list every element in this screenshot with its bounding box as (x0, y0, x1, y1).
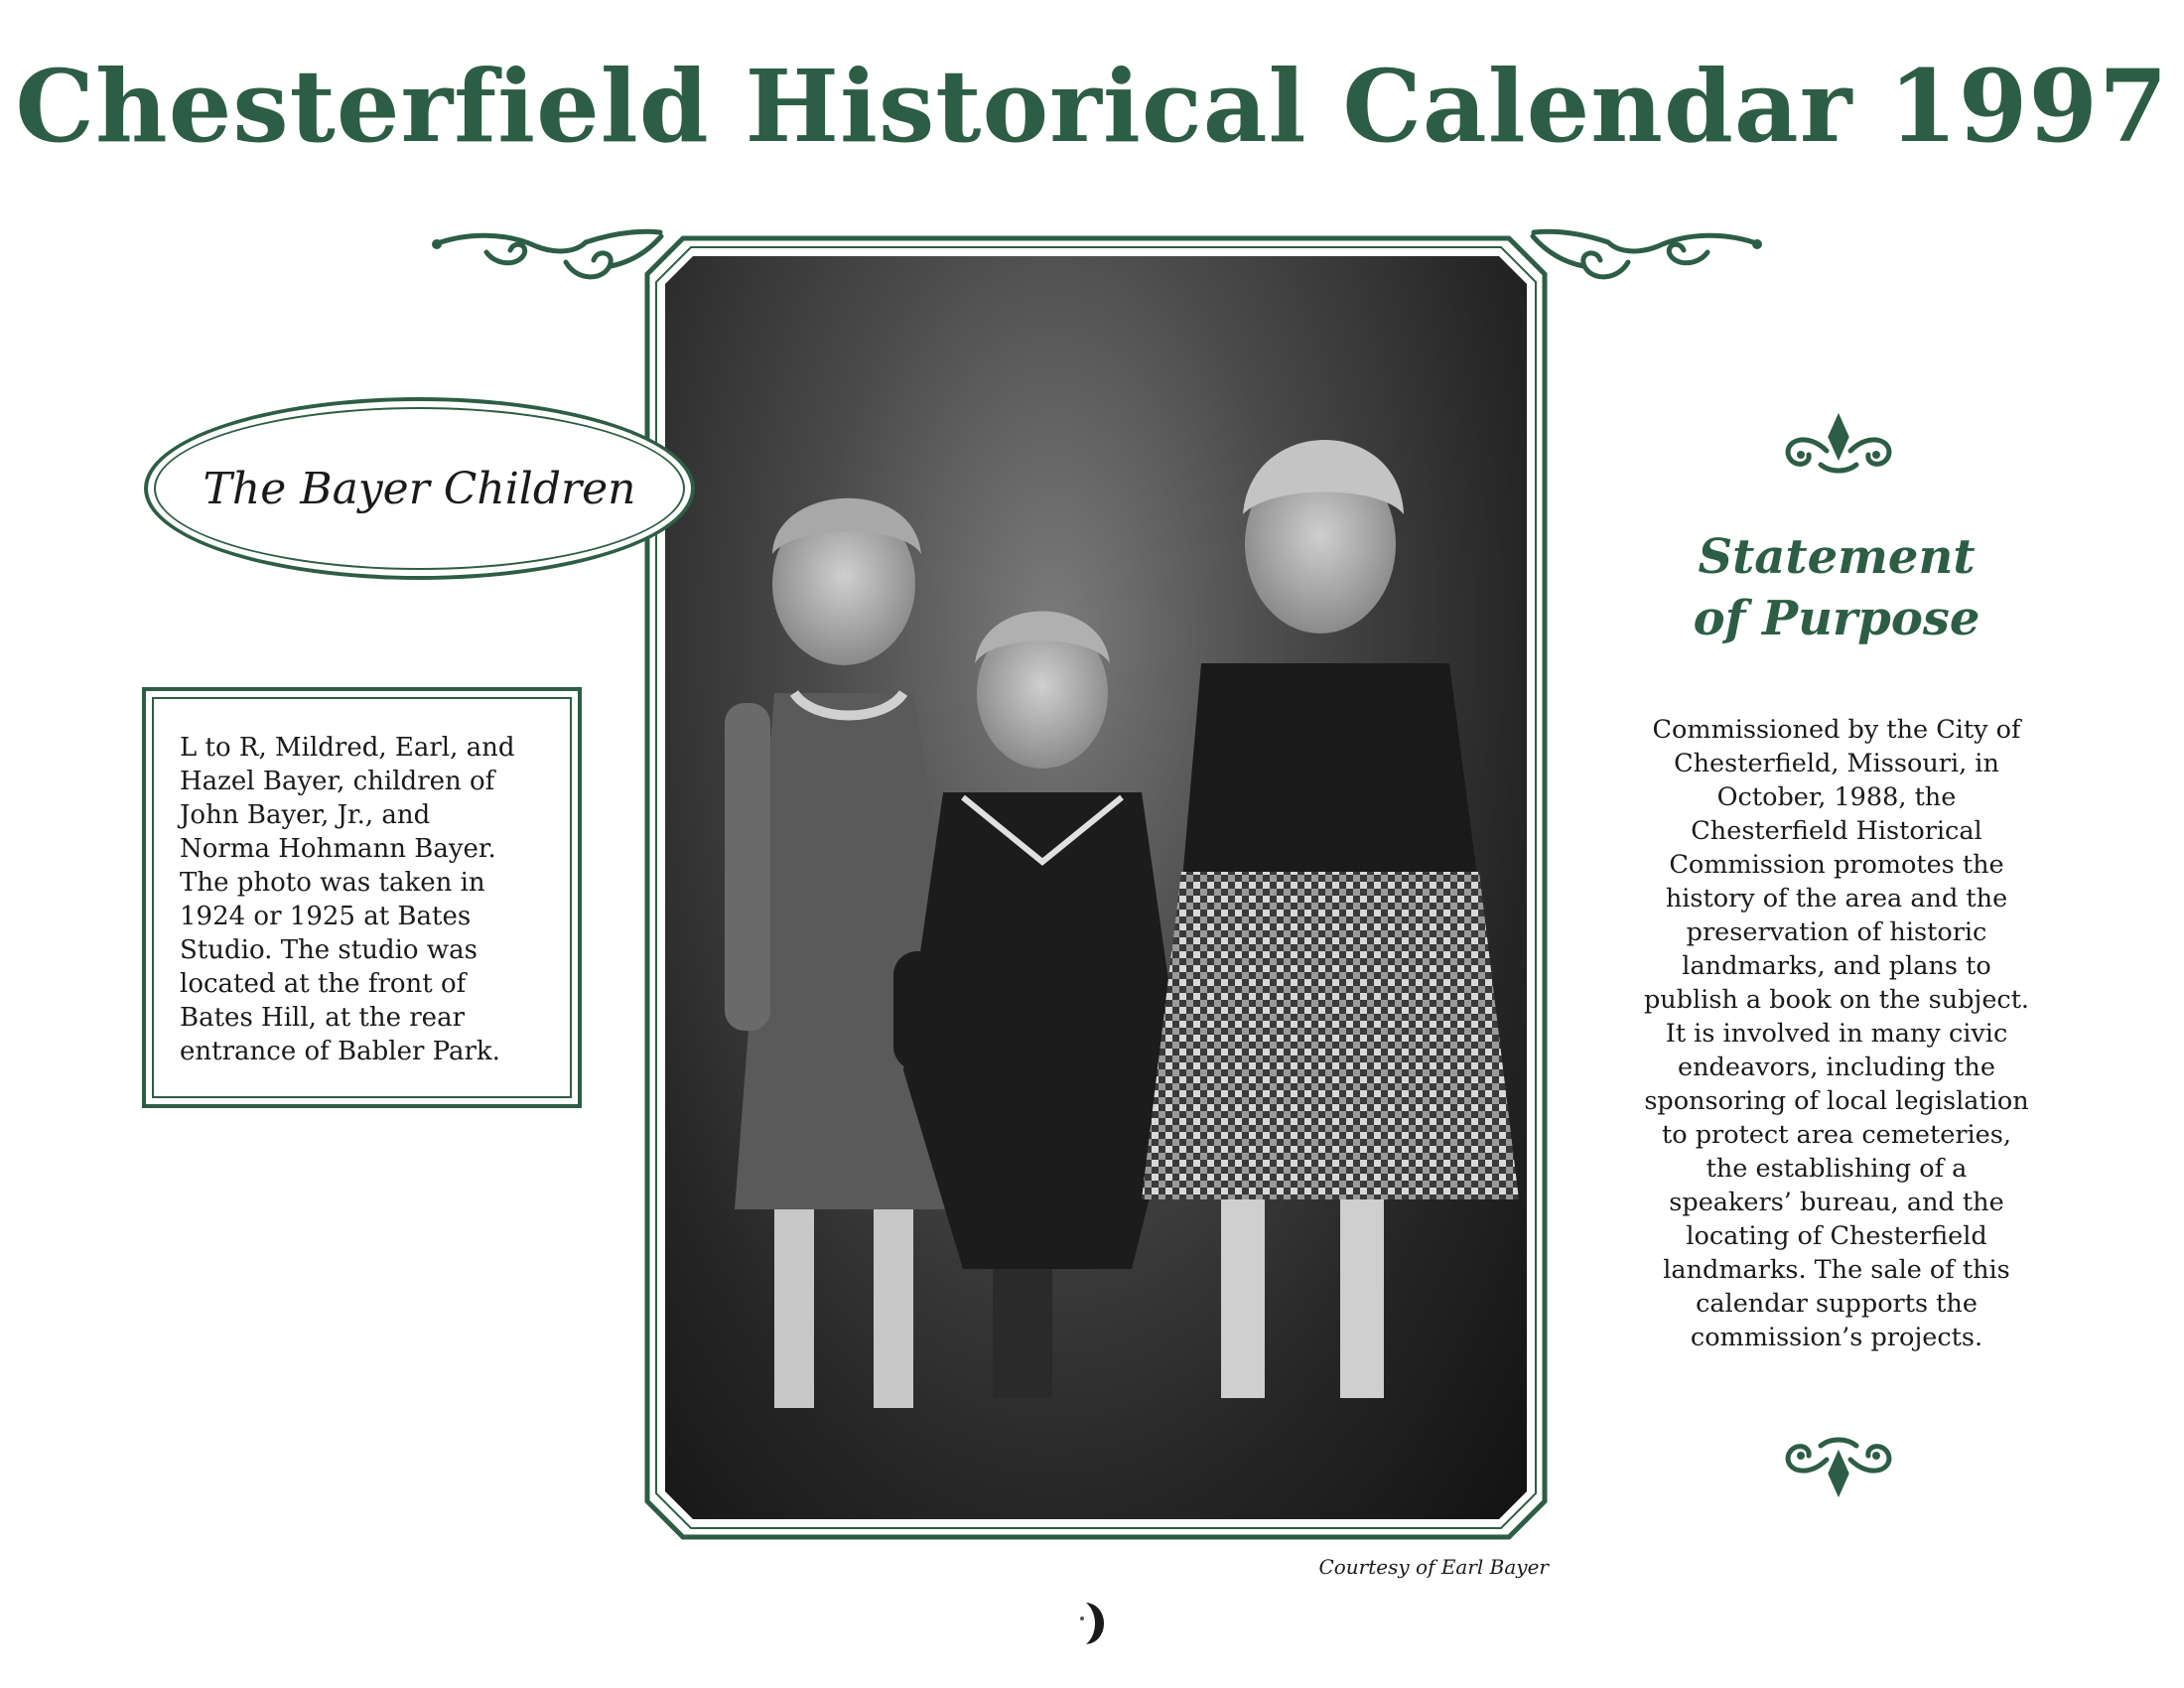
fleuron-top-icon (1777, 411, 1900, 481)
binding-hole-icon (1076, 1599, 1110, 1648)
photo-description-box (142, 687, 582, 1108)
photo-description: L to R, Mildred, Earl, and Hazel Bayer, children of John Bayer, Jr., and Norma Hohmann Bayer. The photo was taken in 1924 or 1925 at Bates Studio. The studio was located at the front of Bates Hill, at the rear entrance of Babler Park. (180, 733, 515, 1066)
photo-caption-title-text: The Bayer Children (203, 463, 636, 514)
flourish-left-icon (427, 222, 665, 288)
photo-caption-title (144, 397, 695, 580)
vintage-photo (665, 256, 1527, 1519)
flourish-right-icon (1529, 222, 1767, 288)
photo-frame (643, 234, 1549, 1541)
statement-title: Statement of Purpose (1693, 529, 1980, 646)
statement-body: Commissioned by the City of Chesterfield, Missouri, in October, 1988, the Chesterfield Historical Commission promotes the history of the area and the preservation of historic landmarks, and plans to publish a book on the subject. It is involved in many civic endeavors, including the sponsoring of local legislation to protect area cemeteries, the establishing of a speakers’ bureau, and the locating of Chesterfield landmarks. The sale of this calendar supports the commission’s projects. (1643, 715, 2030, 1352)
fleuron-bottom-icon (1777, 1430, 1900, 1499)
photo-credit: Courtesy of Earl Bayer (1318, 1555, 1549, 1579)
page-title: Chesterfield Historical Calendar 1997 (15, 48, 2169, 165)
